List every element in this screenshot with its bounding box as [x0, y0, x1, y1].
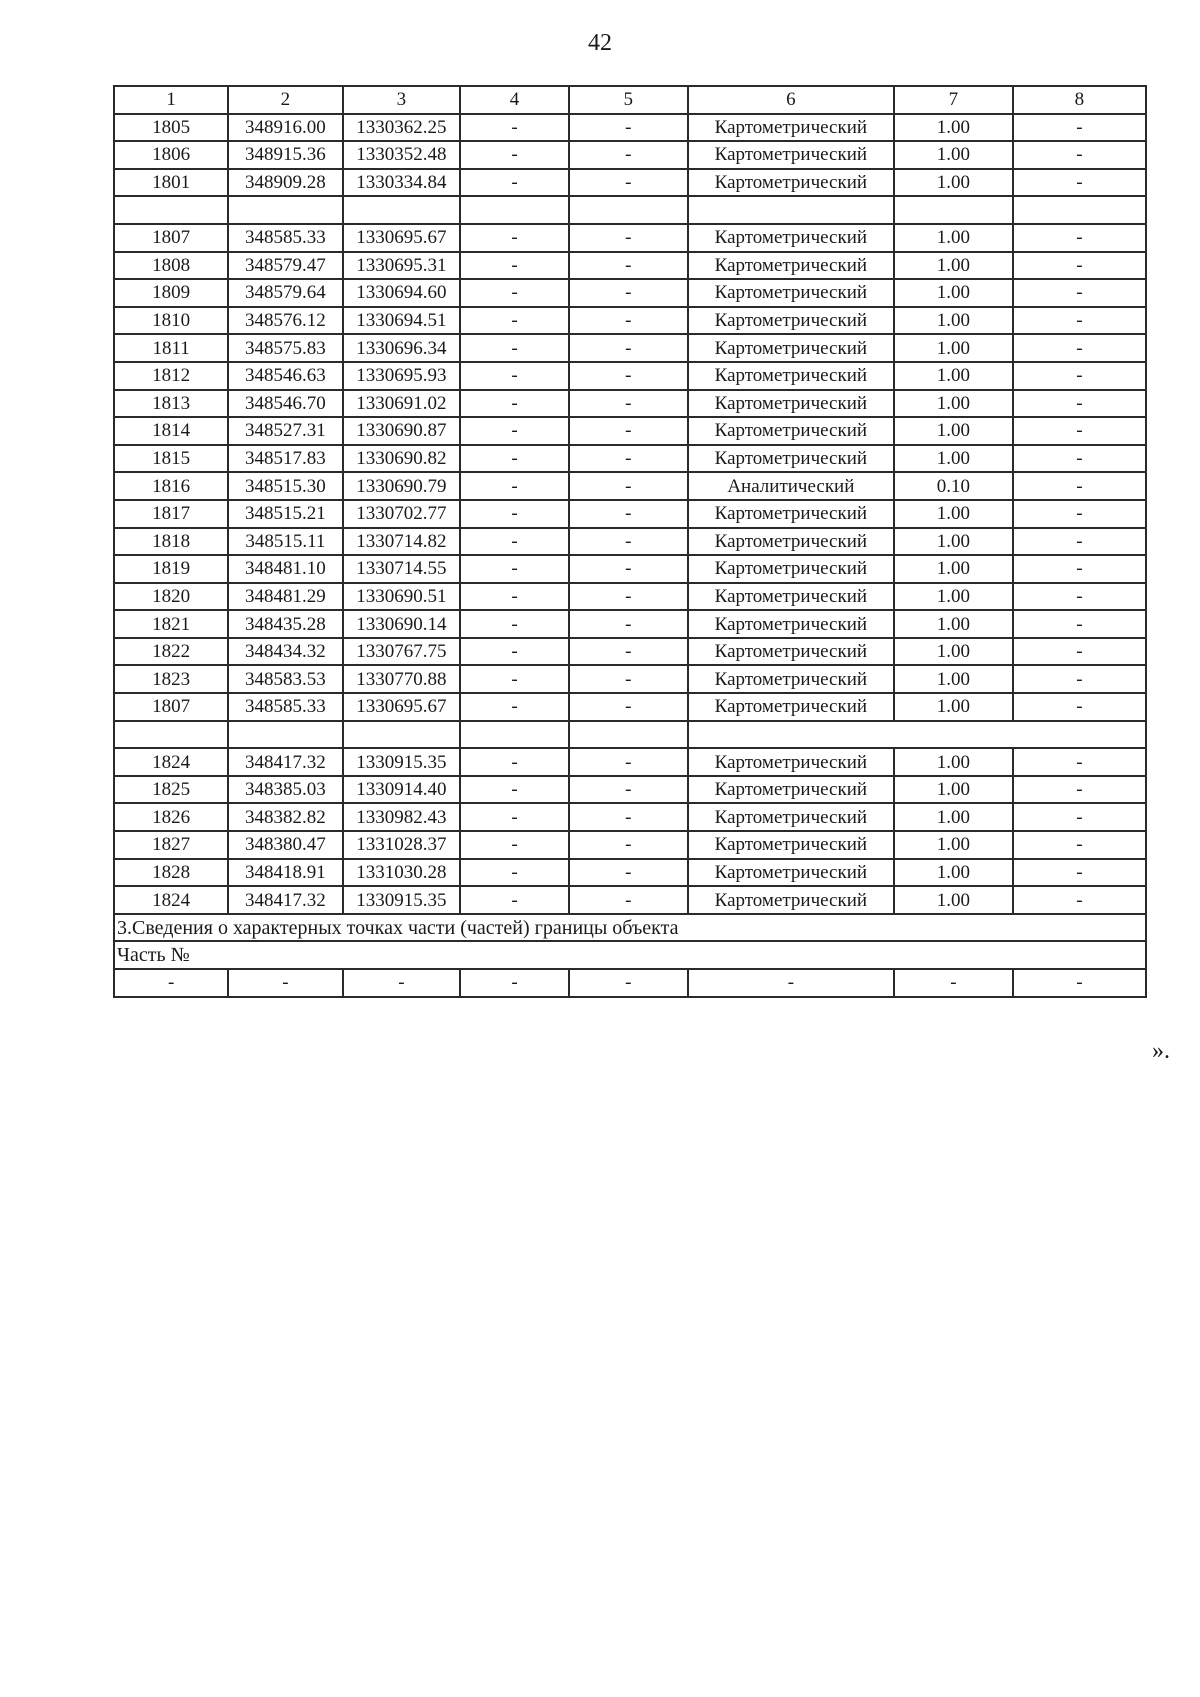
table-cell: - — [569, 224, 688, 252]
table-cell: - — [569, 776, 688, 804]
table-cell: 1330714.55 — [343, 555, 461, 583]
table-cell: Картометрический — [688, 279, 894, 307]
table-cell: 1.00 — [894, 776, 1013, 804]
table-cell: 1.00 — [894, 555, 1013, 583]
table-cell: Картометрический — [688, 362, 894, 390]
table-cell: - — [460, 114, 569, 142]
table-cell: 1330915.35 — [343, 748, 461, 776]
column-header: 3 — [343, 86, 461, 114]
table-cell: - — [1013, 831, 1146, 859]
table-row — [114, 169, 1146, 197]
table-cell: - — [569, 638, 688, 666]
table-cell: 1330690.14 — [343, 610, 461, 638]
column-header: 4 — [460, 86, 569, 114]
table-cell: Картометрический — [688, 445, 894, 473]
table-cell: 1813 — [114, 390, 228, 418]
table-cell: - — [460, 583, 569, 611]
table-cell: Картометрический — [688, 500, 894, 528]
table-cell: 1331028.37 — [343, 831, 461, 859]
table-cell: 1.00 — [894, 831, 1013, 859]
table-row — [114, 748, 1146, 776]
empty-cell — [688, 721, 1146, 749]
table-cell: - — [569, 859, 688, 887]
table-cell: - — [1013, 141, 1146, 169]
table-cell: 1.00 — [894, 748, 1013, 776]
table-cell: - — [460, 748, 569, 776]
table-cell: 1330915.35 — [343, 886, 461, 914]
empty-cell — [343, 721, 461, 749]
table-cell: Картометрический — [688, 555, 894, 583]
table-cell: - — [1013, 114, 1146, 142]
table-cell: 348382.82 — [228, 803, 342, 831]
table-cell: - — [569, 693, 688, 721]
table-cell: Картометрический — [688, 114, 894, 142]
table-cell: - — [569, 500, 688, 528]
table-cell: - — [228, 969, 342, 997]
table-cell: 348585.33 — [228, 693, 342, 721]
table-cell: - — [460, 472, 569, 500]
table-cell: - — [1013, 528, 1146, 556]
table-cell: - — [1013, 776, 1146, 804]
table-cell: - — [1013, 500, 1146, 528]
table-cell: 1.00 — [894, 362, 1013, 390]
table-cell: 1808 — [114, 252, 228, 280]
table-cell: 1828 — [114, 859, 228, 887]
table-cell: 1.00 — [894, 279, 1013, 307]
table-cell: 1.00 — [894, 638, 1013, 666]
column-header: 8 — [1013, 86, 1146, 114]
table-row — [114, 665, 1146, 693]
table-cell: - — [1013, 417, 1146, 445]
table-cell: - — [569, 886, 688, 914]
table-cell: 348915.36 — [228, 141, 342, 169]
table-cell: - — [1013, 665, 1146, 693]
table-cell: Картометрический — [688, 252, 894, 280]
table-cell: 1330695.93 — [343, 362, 461, 390]
section-title: 3.Сведения о характерных точках части (частей) границы объекта — [114, 914, 1146, 942]
table-cell: 1.00 — [894, 141, 1013, 169]
table-cell: 348527.31 — [228, 417, 342, 445]
table-cell: - — [460, 390, 569, 418]
table-cell: 1330362.25 — [343, 114, 461, 142]
table-cell: Картометрический — [688, 224, 894, 252]
table-row — [114, 886, 1146, 914]
table-row — [114, 610, 1146, 638]
table-cell: - — [460, 500, 569, 528]
table-cell: 348418.91 — [228, 859, 342, 887]
table-cell: 348546.70 — [228, 390, 342, 418]
table-cell: - — [688, 969, 894, 997]
table-cell: - — [569, 307, 688, 335]
table-cell: 1330690.82 — [343, 445, 461, 473]
table-cell: - — [460, 969, 569, 997]
table-cell: - — [460, 307, 569, 335]
table-row — [114, 141, 1146, 169]
table-cell: 348916.00 — [228, 114, 342, 142]
table-cell: - — [569, 610, 688, 638]
table-cell: Картометрический — [688, 665, 894, 693]
table-row — [114, 555, 1146, 583]
table-cell: - — [460, 776, 569, 804]
empty-cell — [114, 196, 228, 224]
table-row — [114, 362, 1146, 390]
table-cell: 1801 — [114, 169, 228, 197]
table-cell: 1.00 — [894, 445, 1013, 473]
table-cell: 1817 — [114, 500, 228, 528]
table-row — [114, 776, 1146, 804]
table-cell: 1.00 — [894, 169, 1013, 197]
table-cell: - — [1013, 445, 1146, 473]
table-cell: - — [460, 610, 569, 638]
table-cell: 1330695.31 — [343, 252, 461, 280]
table-cell: - — [460, 169, 569, 197]
empty-cell — [894, 196, 1013, 224]
table-cell: 348585.33 — [228, 224, 342, 252]
table-cell: - — [1013, 693, 1146, 721]
table-cell: - — [1013, 472, 1146, 500]
table-cell: - — [460, 693, 569, 721]
table-cell: 348385.03 — [228, 776, 342, 804]
table-cell: 1.00 — [894, 693, 1013, 721]
table-cell: 1.00 — [894, 417, 1013, 445]
table-cell: 348481.29 — [228, 583, 342, 611]
table-row — [114, 472, 1146, 500]
empty-cell — [688, 196, 894, 224]
table-cell: 1822 — [114, 638, 228, 666]
table-row — [114, 693, 1146, 721]
table-cell: 348583.53 — [228, 665, 342, 693]
table-cell: Картометрический — [688, 528, 894, 556]
part-label-row — [114, 941, 1146, 969]
table-cell: - — [1013, 886, 1146, 914]
table-cell: Картометрический — [688, 776, 894, 804]
table-cell: - — [1013, 859, 1146, 887]
table-cell: 1330690.87 — [343, 417, 461, 445]
table-cell: - — [460, 665, 569, 693]
table-cell: Картометрический — [688, 307, 894, 335]
table-cell: 1.00 — [894, 886, 1013, 914]
table-row — [114, 638, 1146, 666]
table-cell: 1.00 — [894, 334, 1013, 362]
table-cell: - — [1013, 307, 1146, 335]
table-cell: 348435.28 — [228, 610, 342, 638]
table-row — [114, 583, 1146, 611]
table-row — [114, 831, 1146, 859]
table-row — [114, 334, 1146, 362]
table-cell: 1330702.77 — [343, 500, 461, 528]
table-cell: - — [460, 362, 569, 390]
empty-cell — [114, 721, 228, 749]
table-cell: 1812 — [114, 362, 228, 390]
table-cell: Картометрический — [688, 748, 894, 776]
table-cell: - — [460, 252, 569, 280]
table-cell: 1330982.43 — [343, 803, 461, 831]
empty-cell — [343, 196, 461, 224]
table-cell: 348575.83 — [228, 334, 342, 362]
table-cell: - — [1013, 169, 1146, 197]
table-cell: - — [1013, 638, 1146, 666]
table-cell: 1.00 — [894, 528, 1013, 556]
table-cell: Картометрический — [688, 693, 894, 721]
empty-cell — [569, 721, 688, 749]
table-cell: - — [460, 224, 569, 252]
table-cell: 1805 — [114, 114, 228, 142]
table-cell: 348434.32 — [228, 638, 342, 666]
table-cell: Картометрический — [688, 803, 894, 831]
table-cell: 1.00 — [894, 252, 1013, 280]
table-cell: Картометрический — [688, 610, 894, 638]
table-cell: 1807 — [114, 224, 228, 252]
table-cell: Картометрический — [688, 334, 894, 362]
table-cell: - — [1013, 362, 1146, 390]
table-cell: 1807 — [114, 693, 228, 721]
table-cell: - — [1013, 803, 1146, 831]
table-cell: 1.00 — [894, 224, 1013, 252]
column-header: 2 — [228, 86, 342, 114]
table-cell: - — [460, 831, 569, 859]
empty-cell — [460, 721, 569, 749]
table-cell: - — [569, 748, 688, 776]
table-cell: - — [1013, 334, 1146, 362]
table-cell: - — [894, 969, 1013, 997]
table-cell: 1330714.82 — [343, 528, 461, 556]
table-cell: - — [460, 141, 569, 169]
table-cell: 1.00 — [894, 583, 1013, 611]
table-cell: Аналитический — [688, 472, 894, 500]
table-cell: 348909.28 — [228, 169, 342, 197]
table-row — [114, 500, 1146, 528]
page-number: 42 — [588, 30, 612, 56]
table-cell: - — [460, 279, 569, 307]
table-cell: - — [569, 334, 688, 362]
table-cell: 1330695.67 — [343, 224, 461, 252]
closing-quote: ». — [1152, 1038, 1170, 1064]
table-cell: 1.00 — [894, 307, 1013, 335]
table-cell: 1806 — [114, 141, 228, 169]
table-cell: 1821 — [114, 610, 228, 638]
table-cell: - — [460, 555, 569, 583]
table-cell: 1811 — [114, 334, 228, 362]
spacer-row — [114, 721, 1146, 749]
table-cell: 0.10 — [894, 472, 1013, 500]
table-cell: 1330767.75 — [343, 638, 461, 666]
table-cell: - — [569, 583, 688, 611]
empty-cell — [228, 196, 342, 224]
table-cell: - — [460, 417, 569, 445]
table-cell: - — [569, 252, 688, 280]
empty-cell — [460, 196, 569, 224]
table-cell: - — [460, 334, 569, 362]
table-cell: 348579.64 — [228, 279, 342, 307]
table-cell: 1.00 — [894, 500, 1013, 528]
table-row — [114, 390, 1146, 418]
table-cell: - — [460, 445, 569, 473]
table-cell: 1330691.02 — [343, 390, 461, 418]
table-cell: - — [1013, 748, 1146, 776]
table-cell: 348517.83 — [228, 445, 342, 473]
table-cell: - — [569, 665, 688, 693]
table-cell: 1.00 — [894, 390, 1013, 418]
table-cell: 348515.11 — [228, 528, 342, 556]
table-cell: 1.00 — [894, 610, 1013, 638]
table-cell: 1331030.28 — [343, 859, 461, 887]
table-cell: 348546.63 — [228, 362, 342, 390]
table-cell: 1.00 — [894, 114, 1013, 142]
table-cell: 1330694.60 — [343, 279, 461, 307]
table-cell: - — [1013, 224, 1146, 252]
table-cell: 1330690.51 — [343, 583, 461, 611]
table-cell: - — [569, 114, 688, 142]
table-cell: 1809 — [114, 279, 228, 307]
table-cell: - — [569, 555, 688, 583]
table-cell: - — [1013, 610, 1146, 638]
column-header: 7 — [894, 86, 1013, 114]
table-cell: 1.00 — [894, 859, 1013, 887]
table-cell: 1815 — [114, 445, 228, 473]
table-cell: - — [569, 279, 688, 307]
table-cell: - — [460, 803, 569, 831]
table-cell: - — [569, 831, 688, 859]
table-cell: 1818 — [114, 528, 228, 556]
table-cell: Картометрический — [688, 583, 894, 611]
table-cell: 1.00 — [894, 803, 1013, 831]
table-cell: - — [569, 141, 688, 169]
table-cell: Картометрический — [688, 417, 894, 445]
column-header: 1 — [114, 86, 228, 114]
table-cell: 348481.10 — [228, 555, 342, 583]
table-cell: 1330914.40 — [343, 776, 461, 804]
table-cell: Картометрический — [688, 141, 894, 169]
table-cell: - — [1013, 583, 1146, 611]
table-row — [114, 969, 1146, 997]
table-cell: 348515.30 — [228, 472, 342, 500]
table-cell: - — [569, 528, 688, 556]
table-cell: - — [1013, 555, 1146, 583]
table-cell: - — [569, 803, 688, 831]
empty-cell — [228, 721, 342, 749]
spacer-row — [114, 196, 1146, 224]
table-cell: - — [343, 969, 461, 997]
table-cell: - — [460, 859, 569, 887]
table-cell: 1330770.88 — [343, 665, 461, 693]
table-cell: - — [569, 969, 688, 997]
table-cell: - — [460, 528, 569, 556]
table-cell: Картометрический — [688, 831, 894, 859]
table-cell: 348380.47 — [228, 831, 342, 859]
table-cell: Картометрический — [688, 859, 894, 887]
table-row — [114, 307, 1146, 335]
table-cell: 1330334.84 — [343, 169, 461, 197]
header-row — [114, 86, 1146, 114]
table-cell: 1816 — [114, 472, 228, 500]
table-cell: 1330690.79 — [343, 472, 461, 500]
table-cell: - — [1013, 390, 1146, 418]
table-cell: Картометрический — [688, 638, 894, 666]
table-row — [114, 252, 1146, 280]
table-cell: 1.00 — [894, 665, 1013, 693]
table-cell: 1814 — [114, 417, 228, 445]
table-cell: - — [1013, 969, 1146, 997]
column-header: 5 — [569, 86, 688, 114]
table-row — [114, 859, 1146, 887]
table-cell: - — [569, 390, 688, 418]
table-cell: 1827 — [114, 831, 228, 859]
table-cell: - — [569, 169, 688, 197]
table-cell: - — [569, 472, 688, 500]
table-cell: - — [1013, 279, 1146, 307]
table-row — [114, 279, 1146, 307]
table-row — [114, 528, 1146, 556]
table-cell: 1826 — [114, 803, 228, 831]
table-row — [114, 224, 1146, 252]
table-cell: 348579.47 — [228, 252, 342, 280]
table-cell: 1819 — [114, 555, 228, 583]
table-cell: - — [569, 362, 688, 390]
table-cell: 1330694.51 — [343, 307, 461, 335]
table-row — [114, 417, 1146, 445]
table-cell: - — [569, 417, 688, 445]
table-cell: - — [114, 969, 228, 997]
table-cell: 1825 — [114, 776, 228, 804]
table-cell: 1330695.67 — [343, 693, 461, 721]
table-cell: 1810 — [114, 307, 228, 335]
table-cell: 348417.32 — [228, 748, 342, 776]
table-cell: 1330352.48 — [343, 141, 461, 169]
table-row — [114, 445, 1146, 473]
table-cell: 348417.32 — [228, 886, 342, 914]
coordinates-table — [113, 85, 1147, 998]
table-cell: 348515.21 — [228, 500, 342, 528]
empty-cell — [569, 196, 688, 224]
table-cell: 1330696.34 — [343, 334, 461, 362]
table-row — [114, 114, 1146, 142]
table-cell: 1820 — [114, 583, 228, 611]
table-cell: 1823 — [114, 665, 228, 693]
table-cell: Картометрический — [688, 886, 894, 914]
empty-cell — [1013, 196, 1146, 224]
table-cell: - — [569, 445, 688, 473]
table-cell: Картометрический — [688, 390, 894, 418]
table-cell: - — [460, 638, 569, 666]
section-title-row — [114, 914, 1146, 942]
part-label: Часть № — [114, 941, 1146, 969]
table-cell: 1824 — [114, 748, 228, 776]
table-row — [114, 803, 1146, 831]
table-cell: Картометрический — [688, 169, 894, 197]
column-header: 6 — [688, 86, 894, 114]
table-cell: 1824 — [114, 886, 228, 914]
table-cell: - — [460, 886, 569, 914]
table-cell: - — [1013, 252, 1146, 280]
table-cell: 348576.12 — [228, 307, 342, 335]
